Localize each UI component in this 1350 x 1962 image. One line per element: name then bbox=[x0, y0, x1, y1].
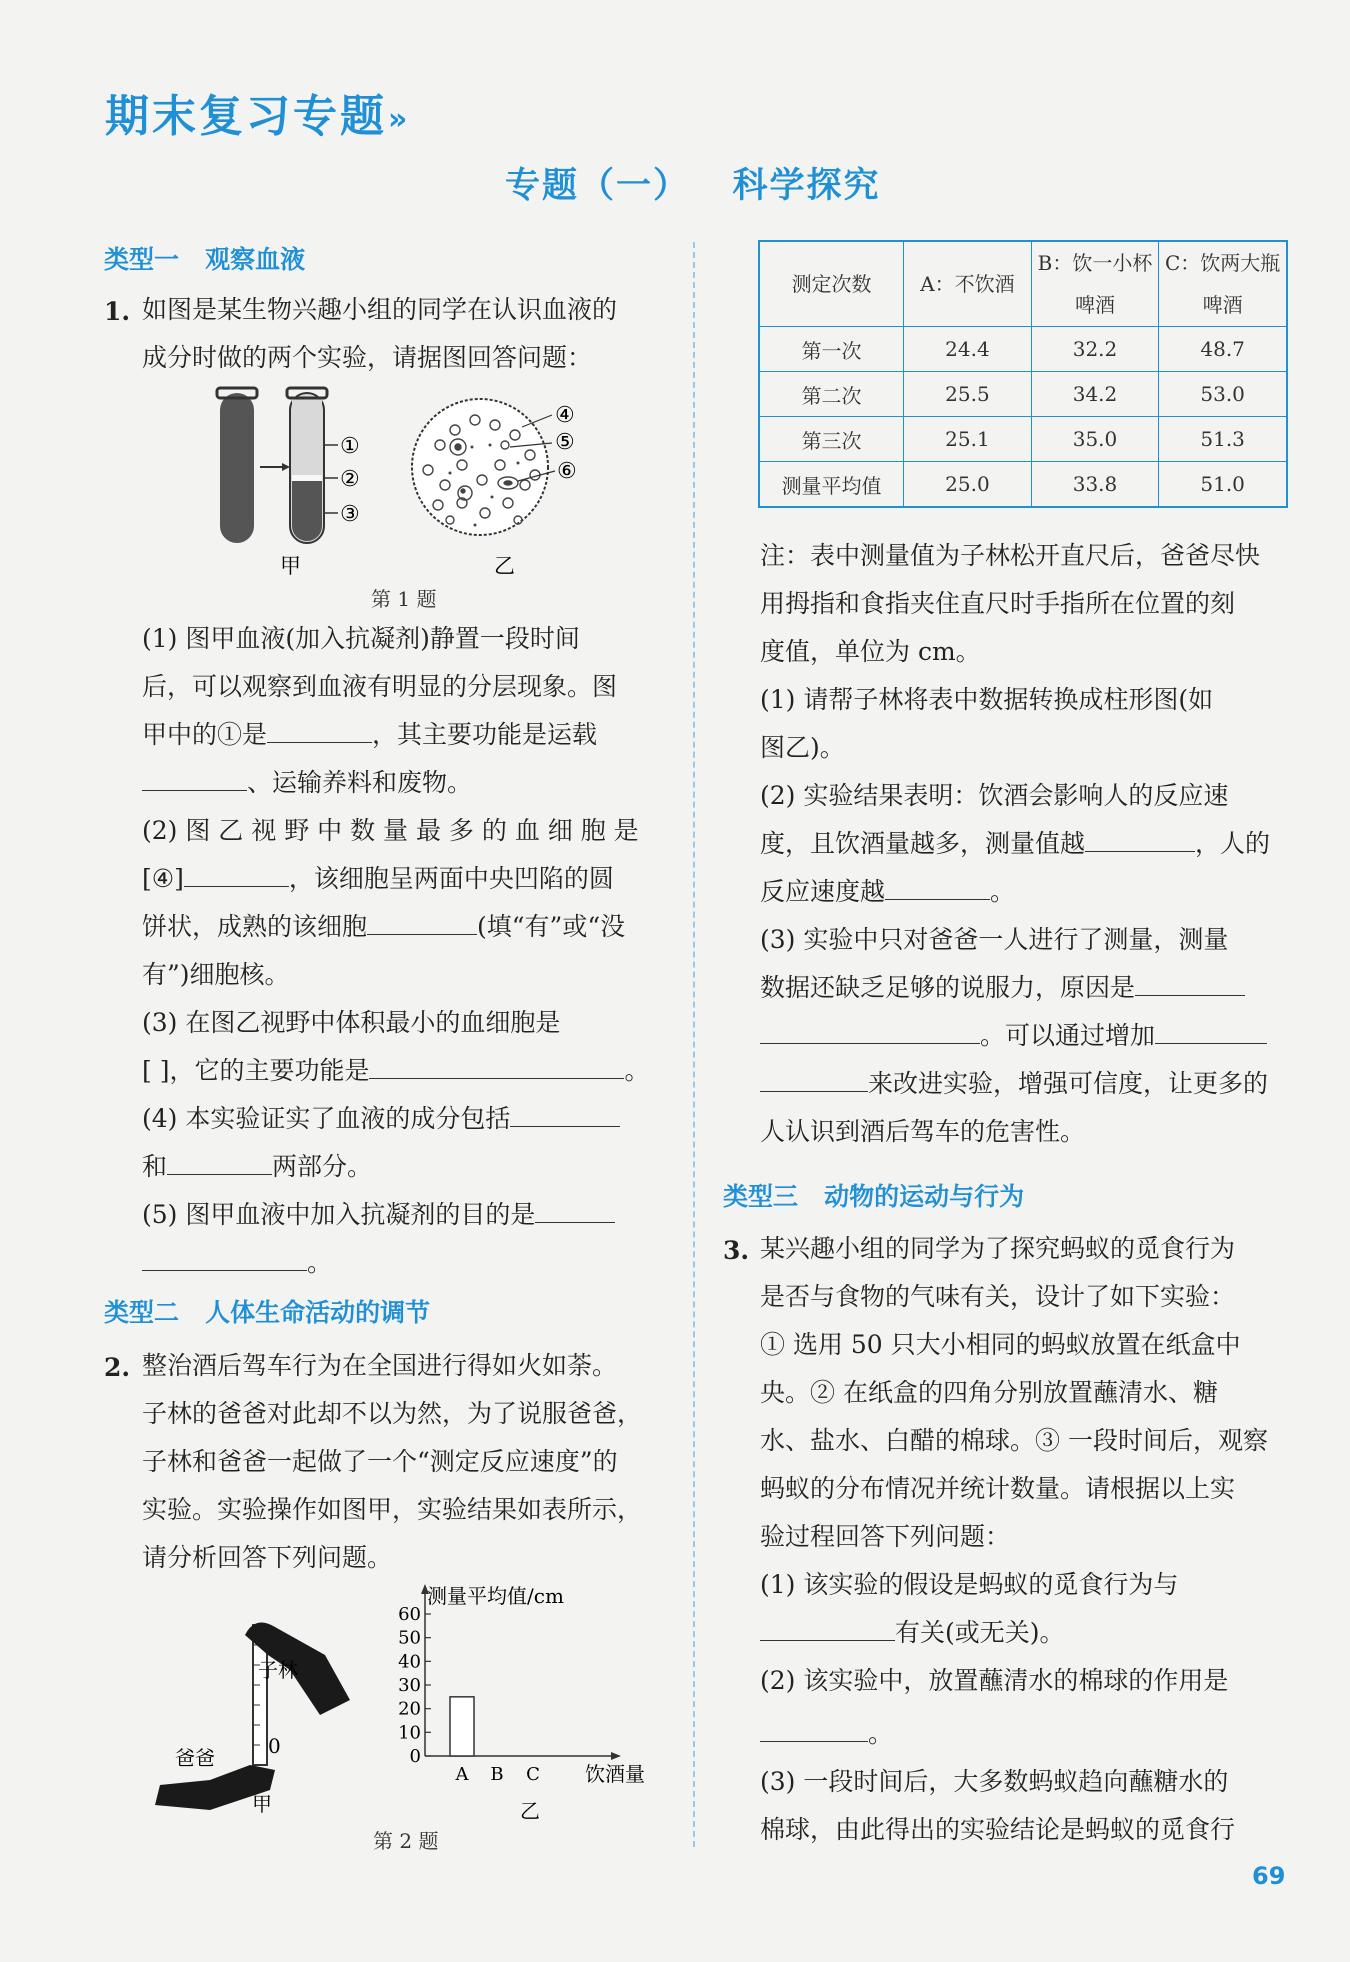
q2-line1: 整治酒后驾车行为在全国进行得如火如荼。 bbox=[142, 1351, 618, 1380]
answer-blank[interactable] bbox=[1135, 971, 1245, 996]
q3-line2: 是否与食物的气味有关，设计了如下实验： bbox=[760, 1282, 1236, 1311]
figure-2-bar-chart bbox=[385, 1578, 670, 1828]
label-4: ④ bbox=[555, 403, 575, 428]
label-3: ③ bbox=[340, 502, 360, 527]
q2-part3-line5: 人认识到酒后驾车的危害性。 bbox=[760, 1117, 1086, 1146]
label-baba: 爸爸 bbox=[175, 1746, 215, 1770]
ruler-zero-label: 0 bbox=[268, 1734, 281, 1758]
q1-part1-line1: (1) 图甲血液(加入抗凝剂)静置一段时间 bbox=[142, 624, 580, 653]
q2-note-line1: 注：表中测量值为子林松开直尺后，爸爸尽快 bbox=[760, 541, 1261, 570]
q3-line5: 水、盐水、白醋的棉球。③ 一段时间后，观察 bbox=[760, 1426, 1268, 1455]
label-6: ⑥ bbox=[557, 459, 577, 484]
column-divider bbox=[693, 242, 695, 1847]
y-tick-label: 0 bbox=[409, 1746, 421, 1767]
q3-line7: 验过程回答下列问题： bbox=[760, 1522, 1011, 1551]
label-2: ② bbox=[340, 467, 360, 492]
table-header-cell: A：不饮酒 bbox=[904, 241, 1032, 327]
answer-blank[interactable] bbox=[1085, 827, 1195, 852]
answer-blank[interactable] bbox=[885, 875, 990, 900]
q3-line6: 蚂蚁的分布情况并统计数量。请根据以上实 bbox=[760, 1474, 1236, 1503]
q1-part5-line2: 。 bbox=[142, 1239, 332, 1287]
q1-part1-line4: 、运输养料和废物。 bbox=[142, 759, 472, 807]
y-tick-label: 60 bbox=[398, 1604, 421, 1625]
q1-part1-line2: 后，可以观察到血液有明显的分层现象。图 bbox=[142, 672, 618, 701]
x-axis-arrow-icon bbox=[611, 1752, 621, 1760]
q3-part2-line2: 。 bbox=[760, 1710, 893, 1758]
q2-part3-line2: 数据还缺乏足够的说服力，原因是 bbox=[760, 964, 1245, 1012]
section-heading-1: 类型一 观察血液 bbox=[104, 245, 306, 274]
answer-blank[interactable] bbox=[510, 1102, 620, 1127]
answer-blank[interactable] bbox=[367, 910, 477, 935]
q1-part4-line1: (4) 本实验证实了血液的成分包括 bbox=[142, 1095, 620, 1143]
y-tick-label: 30 bbox=[398, 1675, 421, 1696]
table-cell: 24.4 bbox=[904, 327, 1032, 372]
answer-blank[interactable] bbox=[369, 1054, 624, 1079]
test-tube-whole-blood bbox=[220, 393, 254, 543]
x-tick-label: B bbox=[490, 1764, 504, 1785]
q1-part1-line3: 甲中的①是 ，其主要功能是运载 bbox=[142, 720, 598, 749]
table-header-cell: 测定次数 bbox=[759, 241, 904, 327]
section-heading-2: 类型二 人体生命活动的调节 bbox=[104, 1298, 431, 1327]
table-cell: 33.8 bbox=[1031, 462, 1159, 508]
label-yi: 乙 bbox=[494, 554, 515, 578]
table-cell: 32.2 bbox=[1031, 327, 1159, 372]
table-header-row bbox=[759, 241, 1287, 327]
q1-intro-line2: 成分时做的两个实验，请据图回答问题： bbox=[142, 343, 593, 372]
chart-xlabel: 饮酒量 bbox=[585, 1762, 645, 1786]
q2-part1-line2: 图乙)。 bbox=[760, 733, 845, 762]
q1-part2-line4: 有”)细胞核。 bbox=[142, 960, 290, 989]
question-number-1: 1. bbox=[104, 297, 131, 326]
q2-part2-line1: (2) 实验结果表明：饮酒会影响人的反应速 bbox=[760, 781, 1229, 810]
label-1: ① bbox=[340, 434, 360, 459]
label-5: ⑤ bbox=[555, 430, 575, 455]
q3-part1-line2: 有关(或无关)。 bbox=[760, 1609, 1065, 1657]
q2-line5: 请分析回答下列问题。 bbox=[142, 1543, 393, 1572]
table-row bbox=[759, 417, 1287, 462]
figure-1-caption: 第 1 题 bbox=[371, 587, 437, 611]
table-cell: 51.3 bbox=[1159, 417, 1287, 462]
label-jia: 甲 bbox=[280, 554, 301, 578]
table-row bbox=[759, 372, 1287, 417]
q1-part5-line1: (5) 图甲血液中加入抗凝剂的目的是 bbox=[142, 1191, 615, 1239]
table-cell: 48.7 bbox=[1159, 327, 1287, 372]
question-number-2: 2. bbox=[104, 1353, 131, 1382]
label-jia: 甲 bbox=[252, 1792, 272, 1816]
q1-intro-line1: 如图是某生物兴趣小组的同学在认识血液的 bbox=[142, 295, 618, 324]
table-cell: 25.0 bbox=[904, 462, 1032, 508]
table-cell: 34.2 bbox=[1031, 372, 1159, 417]
y-tick-label: 20 bbox=[398, 1698, 421, 1720]
section-heading-3: 类型三 动物的运动与行为 bbox=[723, 1182, 1025, 1211]
q2-part3-line1: (3) 实验中只对爸爸一人进行了测量，测量 bbox=[760, 925, 1229, 954]
table-cell: 第三次 bbox=[759, 417, 904, 462]
answer-blank[interactable] bbox=[1155, 1019, 1267, 1044]
table-cell: 25.5 bbox=[904, 372, 1032, 417]
q2-part2-line3: 反应速度越 。 bbox=[760, 877, 1016, 906]
header-title: 期末复习专题 bbox=[105, 91, 387, 142]
answer-blank[interactable] bbox=[167, 1150, 272, 1175]
answer-blank[interactable] bbox=[535, 1198, 615, 1223]
x-tick-label: A bbox=[455, 1764, 469, 1785]
q1-part2-line3: 饼状，成熟的该细胞 (填“有”或“没 bbox=[142, 912, 626, 941]
page-number: 69 bbox=[1252, 1862, 1286, 1890]
q3-part3-line2: 棉球，由此得出的实验结论是蚂蚁的觅食行 bbox=[760, 1815, 1236, 1844]
answer-blank[interactable] bbox=[760, 1019, 980, 1044]
q1-part3-line2: [ ]，它的主要功能是 。 bbox=[142, 1056, 650, 1085]
q2-part1-line1: (1) 请帮子林将表中数据转换成柱形图(如 bbox=[760, 685, 1214, 714]
label-zilin: 子林 bbox=[258, 1658, 298, 1682]
answer-blank[interactable] bbox=[142, 1246, 307, 1271]
answer-blank[interactable] bbox=[267, 718, 372, 743]
answer-blank[interactable] bbox=[760, 1717, 868, 1742]
table-header-cell: B：饮一小杯啤酒 bbox=[1031, 241, 1159, 327]
q2-line4: 实验。实验操作如图甲，实验结果如表所示， bbox=[142, 1495, 643, 1524]
y-tick-label: 10 bbox=[398, 1722, 421, 1744]
q2-note-line2: 用拇指和食指夹住直尺时手指所在位置的刻 bbox=[760, 589, 1236, 618]
question-number-3: 3. bbox=[723, 1236, 750, 1265]
q3-line4: 央。② 在纸盒的四角分别放置蘸清水、糖 bbox=[760, 1378, 1218, 1407]
figure-2-caption: 第 2 题 bbox=[373, 1829, 439, 1853]
table-cell: 25.1 bbox=[904, 417, 1032, 462]
q2-part2-line2: 度，且饮酒量越多，测量值越 ，人的 bbox=[760, 829, 1271, 858]
x-tick-label: C bbox=[526, 1764, 540, 1785]
table-row bbox=[759, 327, 1287, 372]
table-cell: 第一次 bbox=[759, 327, 904, 372]
answer-blank[interactable] bbox=[142, 766, 247, 791]
chart-ylabel: 测量平均值/cm bbox=[427, 1584, 564, 1608]
q1-part3-line1: (3) 在图乙视野中体积最小的血细胞是 bbox=[142, 1008, 561, 1037]
q3-line3: ① 选用 50 只大小相同的蚂蚁放置在纸盒中 bbox=[760, 1330, 1241, 1359]
topic-title: 专题（一） 科学探究 bbox=[505, 166, 881, 206]
q1-part4-line2: 和 两部分。 bbox=[142, 1152, 373, 1181]
figure-1-blood bbox=[200, 385, 620, 580]
q3-part1-line1: (1) 该实验的假设是蚂蚁的觅食行为与 bbox=[760, 1570, 1179, 1599]
q1-part2-line1: (2) 图 乙 视 野 中 数 量 最 多 的 血 细 胞 是 bbox=[142, 816, 639, 845]
table-header-cell: C：饮两大瓶啤酒 bbox=[1159, 241, 1287, 327]
table-cell: 35.0 bbox=[1031, 417, 1159, 462]
q2-part3-line4: 来改进实验，增强可信度，让更多的 bbox=[760, 1060, 1268, 1108]
q2-line2: 子林的爸爸对此却不以为然，为了说服爸爸， bbox=[142, 1399, 643, 1428]
table-cell: 测量平均值 bbox=[759, 462, 904, 508]
y-tick-label: 40 bbox=[398, 1651, 421, 1673]
y-tick-label: 50 bbox=[398, 1627, 421, 1649]
q1-part2-line2: [④] ，该细胞呈两面中央凹陷的圆 bbox=[142, 864, 614, 893]
q3-part2-line1: (2) 该实验中，放置蘸清水的棉球的作用是 bbox=[760, 1666, 1229, 1695]
answer-blank[interactable] bbox=[184, 862, 289, 887]
double-chevron-icon: » bbox=[388, 102, 408, 137]
bar-A bbox=[450, 1697, 474, 1756]
q2-note-line3: 度值，单位为 cm。 bbox=[760, 637, 981, 666]
table-row bbox=[759, 462, 1287, 508]
answer-blank[interactable] bbox=[760, 1067, 868, 1092]
figure-2-ruler-experiment bbox=[150, 1615, 380, 1825]
q2-part3-line3: 。可以通过增加 bbox=[760, 1012, 1267, 1060]
answer-blank[interactable] bbox=[760, 1616, 895, 1641]
table-cell: 51.0 bbox=[1159, 462, 1287, 508]
table-cell: 第二次 bbox=[759, 372, 904, 417]
chart-label-yi: 乙 bbox=[520, 1799, 540, 1823]
q3-part3-line1: (3) 一段时间后，大多数蚂蚁趋向蘸糖水的 bbox=[760, 1767, 1229, 1796]
q3-line1: 某兴趣小组的同学为了探究蚂蚁的觅食行为 bbox=[760, 1234, 1236, 1263]
reaction-data-table bbox=[758, 240, 1288, 508]
q2-line3: 子林和爸爸一起做了一个“测定反应速度”的 bbox=[142, 1447, 618, 1476]
table-cell: 53.0 bbox=[1159, 372, 1287, 417]
